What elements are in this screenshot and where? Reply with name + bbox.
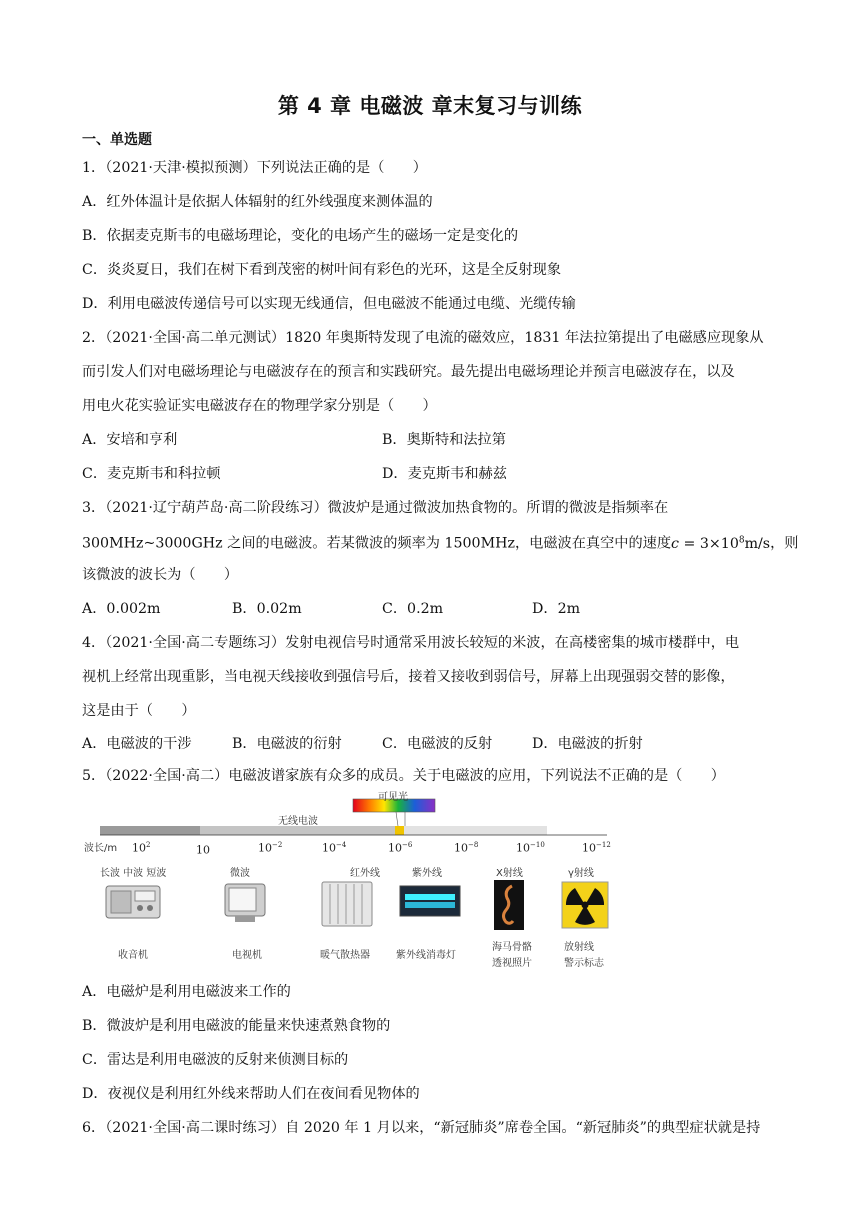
question-2-option-d: D．麦克斯韦和赫兹 bbox=[382, 466, 507, 482]
question-1-stem: 1．（2021·天津·模拟预测）下列说法正确的是（ ） bbox=[82, 160, 427, 176]
question-3-option-c: C．0.2m bbox=[382, 601, 444, 617]
bar-segment-long-wave bbox=[100, 826, 200, 835]
bar-segment-microwave bbox=[200, 826, 395, 835]
visible-pointer-left bbox=[396, 812, 398, 826]
tick-1e-6: $10^{-6}$ bbox=[388, 841, 413, 855]
device-label-uv-lamp: 紫外线消毒灯 bbox=[396, 950, 456, 961]
tick-1e2: $10^2$ bbox=[132, 841, 151, 855]
question-4-option-b: B．电磁波的衍射 bbox=[232, 736, 342, 752]
question-1-option-b: B．依据麦克斯韦的电磁场理论，变化的电场产生的磁场一定是变化的 bbox=[82, 228, 519, 244]
tv-icon bbox=[225, 884, 265, 922]
category-gamma: γ射线 bbox=[568, 868, 594, 879]
device-label-tv: 电视机 bbox=[232, 950, 262, 961]
tick-1e-10: $10^{-10}$ bbox=[516, 841, 545, 855]
tick-1e1: 10 bbox=[196, 843, 210, 857]
question-2-stem-line-3: 用电火花实验证实电磁波存在的物理学家分别是（ ） bbox=[82, 398, 437, 414]
formula-exponent: 8 bbox=[738, 535, 745, 545]
question-4-option-a: A．电磁波的干涉 bbox=[82, 736, 192, 752]
formula-lhs: c bbox=[671, 535, 679, 552]
tick-1e-8: $10^{-8}$ bbox=[454, 841, 479, 855]
category-xray: X射线 bbox=[496, 868, 523, 879]
device-label-seahorse-line-2: 透视照片 bbox=[492, 958, 532, 969]
question-4-stem-line-2: 视机上经常出现重影，当电视天线接收到强信号后，接着又接收到弱信号，屏幕上出现强弱交替的影像， bbox=[82, 669, 735, 685]
formula-eq: = 3×10 bbox=[678, 535, 739, 552]
bar-segment-visible bbox=[395, 826, 404, 835]
category-ultraviolet: 紫外线 bbox=[412, 868, 442, 879]
device-label-radiator: 暖气散热器 bbox=[320, 950, 370, 961]
radio-wave-label: 无线电波 bbox=[278, 816, 318, 827]
wavelength-axis-label: 波长/m bbox=[84, 843, 118, 854]
bar-segment-short bbox=[404, 826, 547, 835]
category-microwave: 微波 bbox=[230, 868, 250, 879]
page-title: 第 4 章 电磁波 章末复习与训练 bbox=[277, 94, 583, 118]
question-4-stem-line-1: 4．（2021·全国·高二专题练习）发射电视信号时通常采用波长较短的米波，在高楼密集的城市楼群中，电 bbox=[82, 635, 740, 651]
device-label-radiation-line-1: 放射线 bbox=[564, 942, 594, 953]
question-3-option-a: A．0.002m bbox=[82, 601, 161, 617]
question-1-option-a: A．红外体温计是依据人体辐射的红外线强度来测体温的 bbox=[82, 194, 433, 210]
question-4-stem-line-3: 这是由于（ ） bbox=[82, 703, 196, 719]
question-2-option-a: A．安培和亨利 bbox=[82, 432, 178, 448]
tick-1e-2: $10^{-2}$ bbox=[258, 841, 283, 855]
tick-1e-4: $10^{-4}$ bbox=[322, 841, 347, 855]
radio-icon bbox=[106, 886, 160, 918]
question-3-option-d: D．2m bbox=[532, 601, 581, 617]
category-long-medium-short: 长波 中波 短波 bbox=[100, 868, 167, 879]
question-4-option-d: D．电磁波的折射 bbox=[532, 736, 643, 752]
question-2-option-b: B．奥斯特和法拉第 bbox=[382, 432, 506, 448]
question-1-option-d: D．利用电磁波传递信号可以实现无线通信，但电磁波不能通过电缆、光缆传输 bbox=[82, 296, 576, 312]
device-label-seahorse-line-1: 海马骨骼 bbox=[492, 942, 532, 953]
question-5-option-c: C．雷达是利用电磁波的反射来侦测目标的 bbox=[82, 1052, 349, 1068]
question-3-stem-text: 300MHz~3000GHz 之间的电磁波。若某微波的频率为 1500MHz，电磁波在真空中的速度 bbox=[82, 535, 672, 552]
question-5-option-b: B．微波炉是利用电磁波的能量来快速煮熟食物的 bbox=[82, 1018, 391, 1034]
category-infrared: 红外线 bbox=[350, 868, 380, 879]
device-label-radio: 收音机 bbox=[118, 950, 148, 961]
visible-light-label: 可见光 bbox=[378, 792, 408, 803]
question-2-stem-line-1: 2．（2021·全国·高二单元测试）1820 年奥斯特发现了电流的磁效应，1831 年法拉第提出了电磁感应现象从 bbox=[82, 330, 764, 346]
uv-lamp-icon bbox=[400, 886, 460, 916]
device-label-radiation-line-2: 警示标志 bbox=[564, 958, 604, 969]
question-3-option-b: B．0.02m bbox=[232, 601, 302, 617]
tick-1e-12: $10^{-12}$ bbox=[582, 841, 611, 855]
speed-formula bbox=[671, 536, 770, 552]
question-5-option-d: D．夜视仪是利用红外线来帮助人们在夜间看见物体的 bbox=[82, 1086, 420, 1102]
seahorse-xray-icon bbox=[494, 880, 524, 930]
question-2-stem-line-2: 而引发人们对电磁场理论与电磁波存在的预言和实践研究。最先提出电磁场理论并预言电磁波存在，以及 bbox=[82, 364, 735, 380]
radiation-icon bbox=[562, 882, 608, 928]
question-6-stem: 6．（2021·全国·高二课时练习）自 2020 年 1 月以来，“新冠肺炎”席卷全国。“新冠肺炎”的典型症状就是持 bbox=[82, 1120, 761, 1136]
spectrum-figure bbox=[82, 788, 612, 973]
question-4-option-c: C．电磁波的反射 bbox=[382, 736, 493, 752]
question-5-option-a: A．电磁炉是利用电磁波来工作的 bbox=[82, 984, 291, 1000]
question-3-stem-line-3: 该微波的波长为（ ） bbox=[82, 567, 239, 583]
formula-unit: m/s bbox=[744, 535, 771, 552]
question-3-stem-line-2 bbox=[82, 530, 798, 554]
question-1-option-c: C．炎炎夏日，我们在树下看到茂密的树叶间有彩色的光环，这是全反射现象 bbox=[82, 262, 562, 278]
formula-tail: ，则 bbox=[770, 535, 799, 552]
question-3-stem-line-1: 3．（2021·辽宁葫芦岛·高二阶段练习）微波炉是通过微波加热食物的。所谓的微波是指频率在 bbox=[82, 500, 669, 516]
radiator-icon bbox=[322, 882, 372, 926]
section-heading: 一、单选题 bbox=[82, 132, 152, 148]
question-5-stem: 5．（2022·全国·高二）电磁波谱家族有众多的成员。关于电磁波的应用，下列说法不正确的是（ ） bbox=[82, 768, 725, 784]
question-2-option-c: C．麦克斯韦和科拉顿 bbox=[82, 466, 221, 482]
